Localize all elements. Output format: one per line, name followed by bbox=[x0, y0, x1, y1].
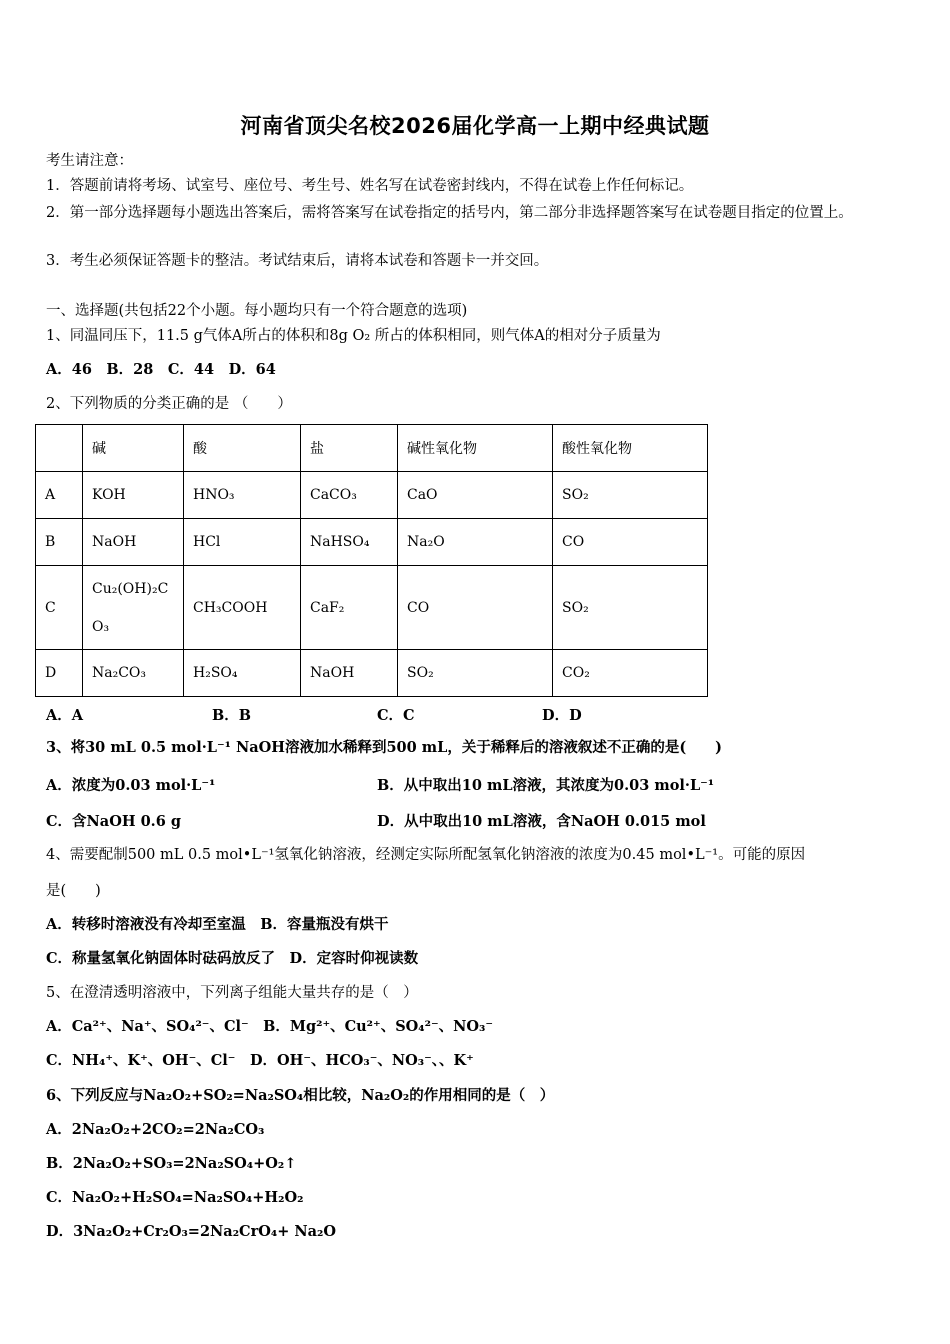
table-cell: D bbox=[36, 650, 83, 697]
table-cell: SO₂ bbox=[398, 650, 553, 697]
q6-option-b: B．2Na₂O₂+SO₃=2Na₂SO₄+O₂↑ bbox=[46, 1155, 297, 1172]
q4-stem: 4、需要配制500 mL 0.5 mol•L⁻¹氢氧化钠溶液，经测定实际所配氢氧化钠溶液的浓度为0.45 mol•L⁻¹。可能的原因 bbox=[46, 847, 806, 863]
q3-option-d: D．从中取出10 mL溶液，含NaOH 0.015 mol bbox=[377, 813, 706, 830]
table-header-cell: 盐 bbox=[301, 425, 398, 472]
q6-option-a: A．2Na₂O₂+2CO₂=2Na₂CO₃ bbox=[46, 1121, 265, 1138]
q6-option-d: D．3Na₂O₂+Cr₂O₃=2Na₂CrO₄+ Na₂O bbox=[46, 1223, 337, 1240]
q1-stem: 1、同温同压下，11.5 g气体A所占的体积和8g O₂ 所占的体积相同，则气体A的相对分子质量为 bbox=[46, 328, 661, 344]
notice-item-3: 3．考生必须保证答题卡的整洁。考试结束后，请将本试卷和答题卡一并交回。 bbox=[46, 253, 549, 269]
q2-option-c: C．C bbox=[377, 707, 415, 724]
table-cell: Na₂O bbox=[398, 519, 553, 566]
q6-option-c: C．Na₂O₂+H₂SO₄=Na₂SO₄+H₂O₂ bbox=[46, 1189, 304, 1206]
q2-option-d: D．D bbox=[542, 707, 582, 724]
table-cell: HNO₃ bbox=[184, 472, 301, 519]
q2-option-b: B．B bbox=[212, 707, 252, 724]
table-cell: Na₂CO₃ bbox=[83, 650, 184, 697]
table-cell: H₂SO₄ bbox=[184, 650, 301, 697]
q5-stem: 5、在澄清透明溶液中，下列离子组能大量共存的是（ ） bbox=[46, 985, 418, 1001]
notice-heading: 考生请注意： bbox=[46, 153, 133, 169]
notice-item-1: 1．答题前请将考场、试室号、座位号、考生号、姓名写在试卷密封线内，不得在试卷上作任何标记。 bbox=[46, 178, 694, 194]
q3-option-a: A．浓度为0.03 mol·L⁻¹ bbox=[46, 777, 216, 794]
q5-options-1: A．Ca²⁺、Na⁺、SO₄²⁻、Cl⁻ B．Mg²⁺、Cu²⁺、SO₄²⁻、NO₃⁻ bbox=[46, 1018, 494, 1035]
q5-options-2: C．NH₄⁺、K⁺、OH⁻、Cl⁻ D．OH⁻、HCO₃⁻、NO₃⁻、、K⁺ bbox=[46, 1052, 474, 1069]
table-cell: NaHSO₄ bbox=[301, 519, 398, 566]
q3-option-b: B．从中取出10 mL溶液，其浓度为0.03 mol·L⁻¹ bbox=[377, 777, 715, 794]
table-cell: CaF₂ bbox=[301, 566, 398, 650]
table-row bbox=[36, 650, 708, 697]
q6-stem: 6、下列反应与Na₂O₂+SO₂=Na₂SO₄相比较，Na₂O₂的作用相同的是（ ） bbox=[46, 1087, 555, 1104]
table-header-row bbox=[36, 425, 708, 472]
table-cell: C bbox=[36, 566, 83, 650]
q3-stem: 3、将30 mL 0.5 mol·L⁻¹ NaOH溶液加水稀释到500 mL，关于稀释后的溶液叙述不正确的是( ) bbox=[46, 739, 723, 756]
table-cell: NaOH bbox=[301, 650, 398, 697]
table-cell: CO bbox=[398, 566, 553, 650]
table-cell: NaOH bbox=[83, 519, 184, 566]
q2-option-a: A．A bbox=[46, 707, 84, 724]
notice-item-2: 2．第一部分选择题每小题选出答案后，需将答案写在试卷指定的括号内，第二部分非选择题答案写在试卷题目指定的位置上。 bbox=[46, 205, 853, 221]
table-header-cell: 酸 bbox=[184, 425, 301, 472]
table-header-cell: 酸性氧化物 bbox=[553, 425, 708, 472]
table-cell: SO₂ bbox=[553, 472, 708, 519]
table-header-cell: 碱性氧化物 bbox=[398, 425, 553, 472]
table-cell: A bbox=[36, 472, 83, 519]
table-row bbox=[36, 519, 708, 566]
table-cell: CO₂ bbox=[553, 650, 708, 697]
table-cell: CaO bbox=[398, 472, 553, 519]
table-cell: SO₂ bbox=[553, 566, 708, 650]
exam-title: 河南省顶尖名校2026届化学高一上期中经典试题 bbox=[240, 114, 710, 138]
q2-stem: 2、下列物质的分类正确的是 （ ） bbox=[46, 396, 292, 412]
classification-table bbox=[35, 424, 708, 697]
q1-options: A．46 B．28 C．44 D．64 bbox=[46, 361, 276, 378]
section-heading: 一、选择题(共包括22个小题。每小题均只有一个符合题意的选项) bbox=[46, 303, 468, 319]
table-cell: Cu₂(OH)₂CO₃ bbox=[83, 566, 184, 650]
q4-options-1: A．转移时溶液没有冷却至室温 B．容量瓶没有烘干 bbox=[46, 916, 389, 933]
q4-options-2: C．称量氢氧化钠固体时砝码放反了 D．定容时仰视读数 bbox=[46, 950, 419, 967]
table-header-cell bbox=[36, 425, 83, 472]
table-cell: HCl bbox=[184, 519, 301, 566]
q4-stem-cont: 是( ) bbox=[46, 883, 101, 899]
table-cell: KOH bbox=[83, 472, 184, 519]
table-cell: B bbox=[36, 519, 83, 566]
table-cell: CH₃COOH bbox=[184, 566, 301, 650]
table-row bbox=[36, 472, 708, 519]
table-cell: CO bbox=[553, 519, 708, 566]
table-cell: CaCO₃ bbox=[301, 472, 398, 519]
table-row bbox=[36, 566, 708, 650]
table-header-cell: 碱 bbox=[83, 425, 184, 472]
q3-option-c: C．含NaOH 0.6 g bbox=[46, 813, 181, 830]
